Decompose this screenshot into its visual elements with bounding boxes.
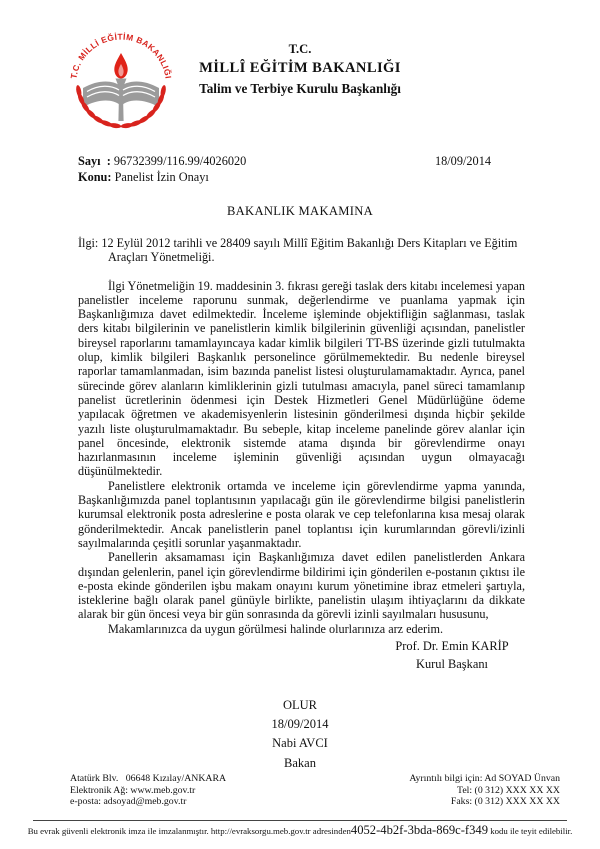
konu-line xyxy=(78,170,209,186)
footer-divider xyxy=(33,820,567,821)
letterhead-ministry: MİLLÎ EĞİTİM BAKANLIĞI xyxy=(199,60,401,76)
verification-text-end: kodu ile teyit edilebilir. xyxy=(488,826,573,836)
approval-olur: OLUR xyxy=(282,698,318,712)
signature-block xyxy=(340,637,564,673)
sayi-label: Sayı : xyxy=(78,154,111,168)
ilgi-text: 12 Eylül 2012 tarihli ve 28409 sayılı Millî Eğitim Bakanlığı Ders Kitapları ve Eğitim Araçları Yönetmeliği. xyxy=(101,236,518,265)
signer-title: Kurul Başkanı xyxy=(416,657,488,671)
footer-address: Atatürk Blv. 06648 Kızılay/ANKARA xyxy=(70,773,227,784)
approver-title: Bakan xyxy=(284,755,316,770)
footer xyxy=(70,773,560,808)
konu-label: Konu: xyxy=(78,169,112,184)
verification-text: Bu evrak güvenli elektronik imza ile imzalanmıştır. http://evraksorgu.meb.gov.tr adresinden xyxy=(27,826,351,836)
footer-email: e-posta: adsoyad@meb.gov.tr xyxy=(70,796,187,808)
approval-date: 18/09/2014 xyxy=(271,717,329,732)
footer-web: Elektronik Ağ: www.meb.gov.tr xyxy=(70,784,196,796)
signer-name: Prof. Dr. Emin KARİP xyxy=(395,639,509,653)
reference-line xyxy=(78,236,525,265)
footer-tel: Tel: (0 312) XXX XX XX xyxy=(457,784,560,796)
sayi-value: 96732399/116.99/4026020 xyxy=(113,154,247,168)
approver-name: Nabi AVCI xyxy=(272,736,328,751)
footer-contact-block xyxy=(409,773,560,808)
body-paragraph-1: İlgi Yönetmeliğin 19. maddesinin 3. fıkrası gereği taslak ders kitabı incelemesi yapan panelistler inceleme raporunu sunmak, değerlendirme ve puanlama yapmak için Başkanlığımıza davet edilmektedir. İnceleme işleminde objektifliğin sağlanması, taslak ders kitabı bilgilerinin ve panelistlerin kimlik bilgilerinin güvenliği açısından, panelistler bireysel raporlarını tamamlayıncaya kadar kimlik bilgileri TT-BS üzerinde gizli tutulmakta olup, kimlik bilgileri Başkanlık personelince görülmemektedir. Bu nedenle bireysel raporlar tamamlanmadan, isim bazında panelist listesi oluşturulamamaktadır. Ayrıca, panel sürecinde görev alanların kimliklerinin gizli tutulması amacıyla, panel süreci tamamlanıp panelist ücretlerinin ödenmesi için Destek Hizmetleri Genel Müdürlüğüne ödeme yapılacak öğretmen ve akademisyenlerin listesinin gönderilmesi dışında hiçbir şekilde yazılı liste oluşturulmamaktadır. Bu sebeple, kitap inceleme panelinde görev alanlar için panel öncesinde, elektronik sistemde atama dışında bir görevlendirme onayı hazırlanmasının inceleme işleminin güvenliği açısından uygun olmayacağı düşünülmektedir. xyxy=(78,278,525,479)
ilgi-label: İlgi: xyxy=(78,236,99,250)
body-paragraph-3: Panellerin aksamaması için Başkanlığımıza davet edilen panelistlerden Ankara dışından gelenlerin, panel için görevlendirme bildirimi için gönderilen e-postanın çıktısı ile e-posta ekinde gönderilen işbu makam onayını kurum yönetimine ibraz etmeleri şartıyla, isteklerine bağlı olarak panel günüyle birlikte, panelistin ulaşım ihtiyaçlarını da dikkate alarak bir gün öncesi veya bir gün sonrasında da görevli izinli sayılmaları hususunu, xyxy=(78,550,525,622)
document-meta xyxy=(78,154,525,185)
verification-code: 4052-4b2f-3bda-869c-f349 xyxy=(350,823,488,837)
letter-body xyxy=(78,236,525,636)
letterhead xyxy=(0,40,600,99)
letterhead-tc: T.C. xyxy=(288,42,312,56)
approval-block xyxy=(0,696,600,773)
footer-contact-person: Ayrıntılı bilgi için: Ad SOYAD Ünvan xyxy=(409,773,560,784)
body-paragraph-4: Makamlarınızca da uygun görülmesi halinde olurlarınıza arz ederim. xyxy=(108,621,444,636)
logo-arc-text: T.C. MİLLİ EĞİTİM BAKANLIĞI xyxy=(68,31,174,80)
footer-fax: Faks: (0 312) XXX XX XX xyxy=(450,796,560,808)
body-paragraph-2: Panelistlere elektronik ortamda ve inceleme için görevlendirme yapma yanında, Başkanlığımızda panel toplantısının yapılacağı gün ile görevlendirme bilgisi panelistlerin kurumsal elektronik posta adreslerine e posta olarak ve cep telefonlarına kısa mesaj olarak gönderilmektedir. Ancak panelistlerin panel toplantısı için kurumlarından görevli/izinli sayılmalarında çeşitli sorunlar yaşanmaktadır. xyxy=(78,478,525,550)
recipient-heading: BAKANLIK MAKAMINA xyxy=(226,204,374,218)
konu-value: Panelist İzin Onayı xyxy=(114,169,209,184)
footer-address-block xyxy=(70,773,226,808)
letterhead-department: Talim ve Terbiye Kurulu Başkanlığı xyxy=(199,81,401,96)
verification-line xyxy=(0,823,600,838)
sayi-line xyxy=(78,154,246,170)
document-date: 18/09/2014 xyxy=(434,154,491,168)
